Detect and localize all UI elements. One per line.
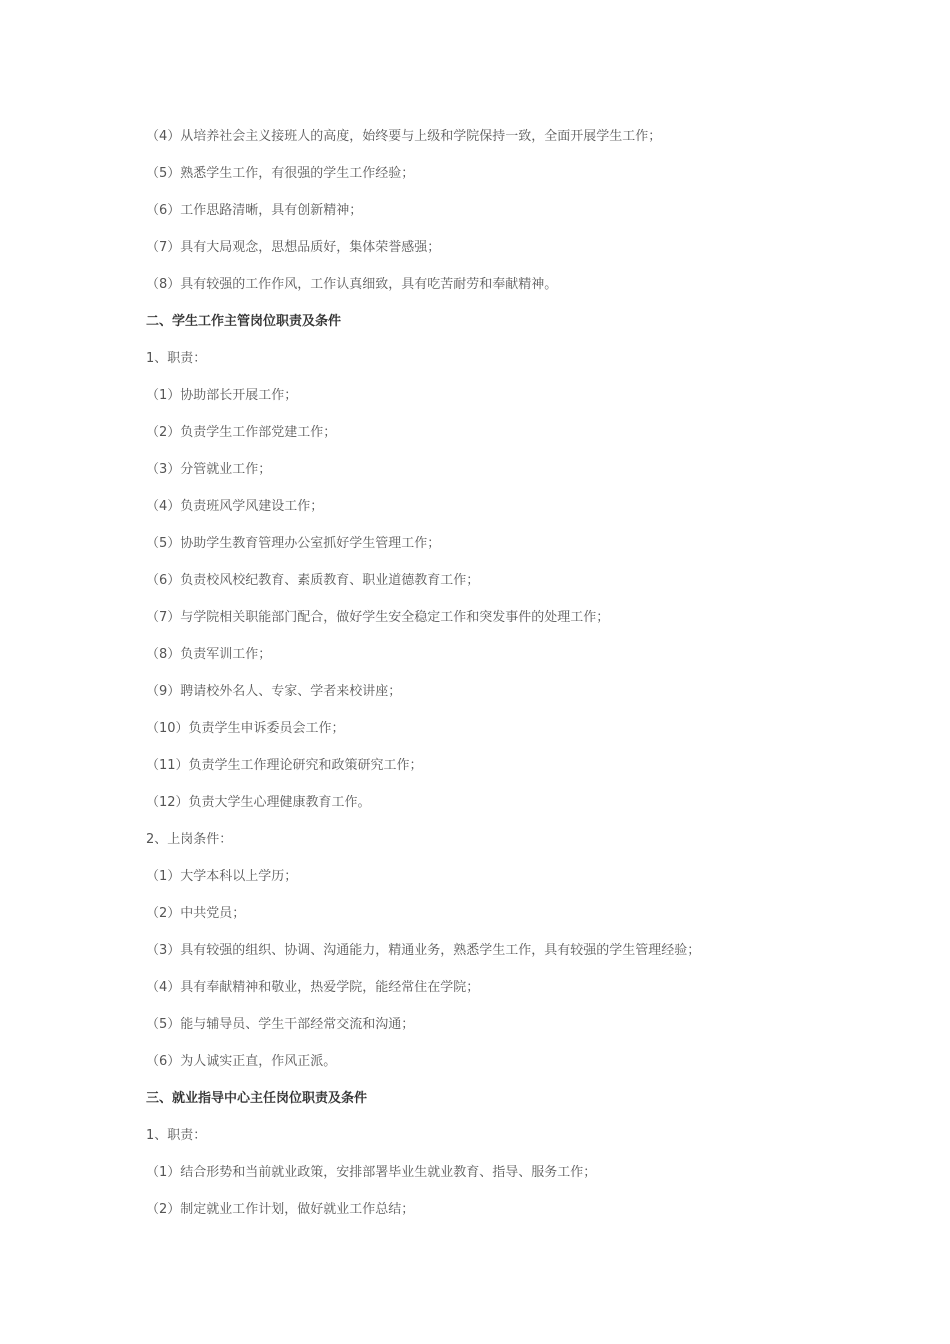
list-item: （2）中共党员； [146, 906, 246, 921]
list-item: （8）具有较强的工作作风，工作认真细致，具有吃苦耐劳和奉献精神。 [146, 277, 558, 292]
subsection-label: 1、职责： [146, 351, 207, 366]
list-item: （6）为人诚实正直，作风正派。 [146, 1054, 337, 1069]
subsection-label: 1、职责： [146, 1128, 207, 1143]
list-item: （7）具有大局观念，思想品质好，集体荣誉感强； [146, 240, 441, 255]
list-item: （1）结合形势和当前就业政策，安排部署毕业生就业教育、指导、服务工作； [146, 1165, 597, 1180]
list-item: （9）聘请校外名人、专家、学者来校讲座； [146, 684, 402, 699]
section-heading: 二、学生工作主管岗位职责及条件 [146, 314, 342, 329]
list-item: （4）具有奉献精神和敬业，热爱学院，能经常住在学院； [146, 980, 480, 995]
list-item: （1）大学本科以上学历； [146, 869, 298, 884]
list-item: （3）分管就业工作； [146, 462, 272, 477]
list-item: （2）负责学生工作部党建工作； [146, 425, 337, 440]
list-item: （4）负责班风学风建设工作； [146, 499, 324, 514]
list-item: （12）负责大学生心理健康教育工作。 [146, 795, 371, 810]
list-item: （10）负责学生申诉委员会工作； [146, 721, 345, 736]
list-item: （4）从培养社会主义接班人的高度，始终要与上级和学院保持一致，全面开展学生工作； [146, 129, 662, 144]
list-item: （1）协助部长开展工作； [146, 388, 298, 403]
list-item: （6）工作思路清晰，具有创新精神； [146, 203, 363, 218]
subsection-label: 2、上岗条件： [146, 832, 233, 847]
list-item: （2）制定就业工作计划，做好就业工作总结； [146, 1202, 415, 1217]
list-item: （7）与学院相关职能部门配合，做好学生安全稳定工作和突发事件的处理工作； [146, 610, 610, 625]
list-item: （11）负责学生工作理论研究和政策研究工作； [146, 758, 423, 773]
list-item: （5）熟悉学生工作，有很强的学生工作经验； [146, 166, 415, 181]
list-item: （5）协助学生教育管理办公室抓好学生管理工作； [146, 536, 441, 551]
section-heading: 三、就业指导中心主任岗位职责及条件 [146, 1091, 368, 1106]
list-item: （3）具有较强的组织、协调、沟通能力，精通业务，熟悉学生工作，具有较强的学生管理经验； [146, 943, 701, 958]
list-item: （5）能与辅导员、学生干部经常交流和沟通； [146, 1017, 415, 1032]
list-item: （6）负责校风校纪教育、素质教育、职业道德教育工作； [146, 573, 480, 588]
list-item: （8）负责军训工作； [146, 647, 272, 662]
document-body [146, 124, 906, 1234]
